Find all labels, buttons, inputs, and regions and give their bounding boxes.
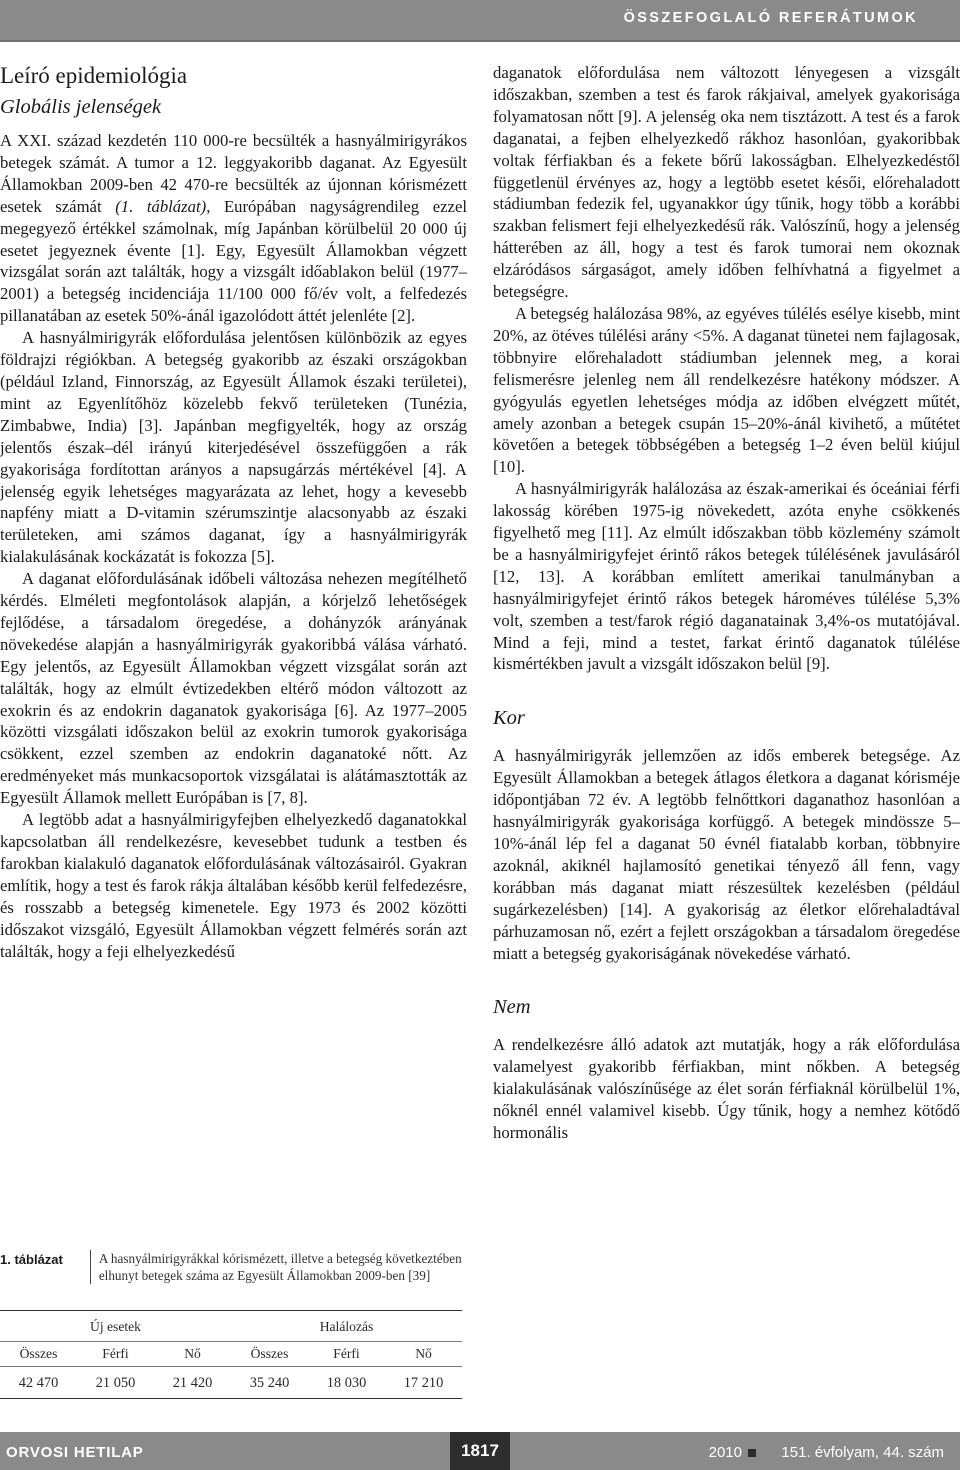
table-cell: 42 470	[0, 1367, 77, 1399]
section-header-title: ÖSSZEFOGLALÓ REFERÁTUMOK	[623, 10, 918, 26]
right-column	[493, 62, 960, 1144]
paragraph	[0, 130, 467, 327]
section-title: Leíró epidemiológia	[0, 63, 188, 88]
paragraph: daganatok előfordulása nem változott lényegesen a vizsgált időszakban, szemben a test és farok rákjaival, amelyek gyakorisága folyamatosan nőtt [9]. A jelenség oka nem tisztázott. A test és a farok daganatai, a fejben elhelyezkedő rákhoz hasonlóan, gyakoribbak voltak férfiakban és a fekete bőrű lakosságban. Elhelyezkedéstől függetlenül érvényes az, hogy a legtöbb esetet késői, előrehaladott stádiumban fedezik fel, ugyanakkor úgy tűnik, hogy több a korábbi szakban felismert feji elhelyezkedésű rák. Valószínű, hogy a jelenség hátterében az áll, hogy a test és farok tumorai nem okoznak elzáródásos sárgaságot, amely időben felhívhatná a figyelmet a betegségre.	[493, 63, 960, 302]
table-header-row	[0, 1342, 462, 1367]
table-header: Nő	[154, 1342, 231, 1367]
table-cell: 21 050	[77, 1367, 154, 1399]
table-cell: 21 420	[154, 1367, 231, 1399]
subsection-title: Globális jelenségek	[0, 96, 162, 118]
table-header: Összes	[231, 1342, 308, 1367]
table-header: Férfi	[308, 1342, 385, 1367]
separator-square-icon	[748, 1449, 756, 1457]
volume-issue: 151. évfolyam, 44. szám	[781, 1444, 944, 1461]
paragraph: A hasnyálmirigyrák halálozása az észak-amerikai és óceániai férfi lakosság körében 1975-ig növekedett, azóta enyhe csökkenés figyelhető meg [11]. Az elmúlt időszakban több közlemény számolt be a hasnyálmirigyfejet érintő rákos betegek túlélésének javulásáról [12, 13]. A korábban említett amerikai tanulmányban a hasnyálmirigyfejet érintő rákos betegek hároméves túlélése 5,3% volt, szemben a test/farok régió daganatainak 3,4%-os mutatójával. Mind a feji, mind a testet, farkat érintő daganatok túlélése kismértékben javult a vizsgált időszakon belül [9].	[493, 479, 960, 674]
table-group-header-row	[0, 1311, 462, 1342]
table-label: 1. táblázat	[0, 1252, 63, 1267]
table-header: Férfi	[77, 1342, 154, 1367]
subsection-title-nem: Nem	[493, 996, 531, 1019]
table-header: Nő	[385, 1342, 462, 1367]
paragraph: A legtöbb adat a hasnyálmirigyfejben elhelyezkedő daganatokkal kapcsolatban áll rendelkezésre, kevesebbet tudunk a testben és farokban kialakuló daganatok előfordulásának változásairól. Gyakran említik, hogy a test és farok rákja általában később kerül felfedezésre, és rosszabb a betegség kimenetele. Egy 1973 és 2002 közötti időszakot vizsgáló, Egyesült Államokban végzett felmérés során azt találták, hogy a feji elhelyezkedésű	[0, 810, 467, 961]
table-cell: 18 030	[308, 1367, 385, 1399]
table-group-header: Halálozás	[231, 1311, 462, 1342]
table-row	[0, 1367, 462, 1399]
paragraph: A betegség halálozása 98%, az egyéves túlélés esélye kisebb, mint 20%, az ötéves túlélési arány <5%. A daganat tünetei nem fajlagosak, többnyire előrehaladott stádiumban jelennek meg, a korai felismerésre jelenleg nem áll rendelkezésre hatékony módszer. A gyógyulás egyetlen lehetséges módja az időben elvégzett műtét, amely azonban a betegek csupán 15–20%-ánál kivihető, a műtétet követően a betegek többségében a betegség 1–2 éven belül kiújul [10].	[493, 303, 960, 477]
left-column	[0, 62, 467, 962]
footer-band	[0, 1432, 960, 1470]
issue-year: 2010	[708, 1444, 742, 1461]
table-cell: 35 240	[231, 1367, 308, 1399]
journal-name: ORVOSI HETILAP	[6, 1444, 144, 1461]
data-table	[0, 1310, 462, 1399]
paragraph: A hasnyálmirigyrák előfordulása jelentősen különbözik az egyes földrajzi régiókban. A betegség gyakoribb az északi országokban (például Izland, Finnország, az Egyesült Államok északi területei), mint az Egyenlítőhöz közelebb fekvő területeken (Tunézia, Zimbabwe, India) [3]. Japánban megfigyelték, hogy az ország jelentős észak–dél irányú kiterjedésével összefüggően a rák gyakorisága fordítottan arányos a napsugárzás mértékével [4]. A jelenség egyik lehetséges magyarázata az lehet, hogy a kevesebb napfény miatt a D-vitamin szérumszintje alacsonyabb az északi területeken, ami számos daganat, így a hasnyálmirigyrák kialakulásának kockázatát is fokozza [5].	[0, 328, 467, 567]
table-cell: 17 210	[385, 1367, 462, 1399]
paragraph-text: , Európában nagyságrendileg ezzel megegyező értékkel számolnak, míg Japánban körülbelül 20 000 új esetet jegyeznek évente [1]. Egy, Egyesült Államokban végzett vizsgálat során azt találták, hogy a vizsgált időablakon belül (1977–2001) a betegség incidenciája 11/100 000 fő/év volt, a felfedezés pillanatában az esetek 50%-ánál igazolódott áttét jelenléte [2].	[0, 196, 467, 326]
table-caption	[0, 1250, 470, 1284]
table-header: Összes	[0, 1342, 77, 1367]
page-number: 1817	[450, 1432, 510, 1470]
paragraph: A hasnyálmirigyrák jellemzően az idős emberek betegsége. Az Egyesült Államokban a betegek átlagos életkora a daganat kórisméje időpontjában 72 év. A legtöbb felnőttkori daganathoz hasonlóan a hasnyálmirigyrák gyakorisága korfüggő. A betegek mindössze 5–10%-ánál lép fel a daganat 50 évnél fiatalabb korban, többnyire azoknál, akiknél hajlamosító genetikai tényező áll fenn, vagy korábban más daganat miatt részesültek kezelésben (például sugárkezelésben) [14]. A gyakoriság az életkor előrehaladtával párhuzamosan nő, ezért a fejlett országokban a társadalom öregedése miatt a betegség gyakoriságának növekedése várható.	[493, 746, 960, 963]
paragraph-text: A XXI. század kezdetén 110 000-re becsülték a hasnyálmirigyrákos betegek számát. A tumor a 12. leggyakoribb daganat. Az Egyesült Államokban 2009-ben 42 470-re becsülték az újonnan kórismézett esetek számát	[0, 131, 467, 216]
subsection-title-kor: Kor	[493, 707, 525, 730]
paragraph: A rendelkezésre álló adatok azt mutatják, hogy a rák előfordulása valamelyest gyakoribb férfiakban, mint nőkben. A betegség kialakulásának valószínűsége az élet során férfiaknál körülbelül 1%, nőknél ennél valamivel kisebb. Úgy tűnik, hogy a nemhez kötődő hormonális	[493, 1035, 960, 1143]
paragraph: A daganat előfordulásának időbeli változása nehezen megítélhető kérdés. Elméleti megfontolások alapján, a kórjelző lehetőségek fejlődése, a társadalom öregedése, a dohányzók arányának növekedése alapján a hasnyálmirigyrák gyakoribbá válása várható. Egy jelentős, az Egyesült Államokban végzett vizsgálat során azt találták, hogy az elmúlt évtizedekben eltérő módon változott az exokrin és az endokrin daganatok gyakorisága [6]. Az 1977–2005 közötti vizsgálati időszakon belül az exokrin tumorok gyakorisága csökkent, ezzel szemben az endokrin daganatoké nőtt. Az eredményeket más munkacsoportok vizsgálatai is alátámasztották az Egyesült Államok mellett Európában is [7, 8].	[0, 569, 467, 808]
table-group-header: Új esetek	[0, 1311, 231, 1342]
table-caption-text: A hasnyálmirigyrákkal kórismézett, illetve a betegség következtében elhunyt betegek száma az Egyesült Államokban 2009-ben [39]	[90, 1250, 470, 1284]
table-reference: (1. táblázat)	[115, 196, 207, 216]
header-band	[0, 0, 960, 42]
table-1	[0, 1250, 470, 1399]
